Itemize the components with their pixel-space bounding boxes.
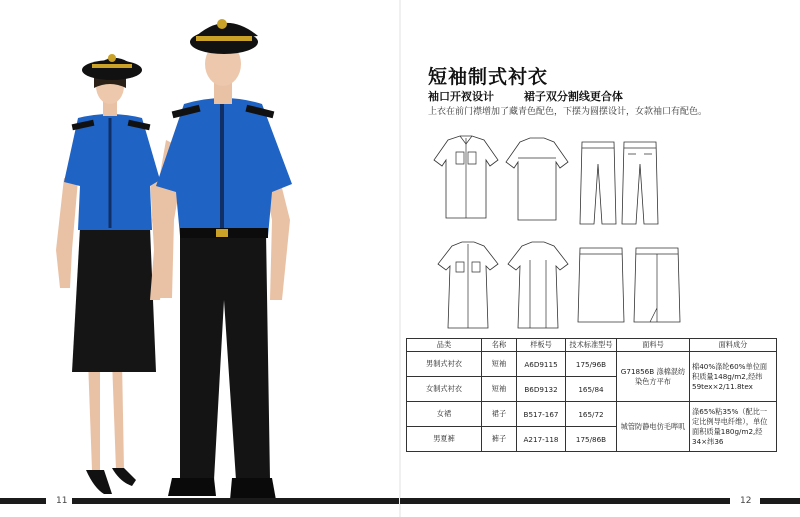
cell-size: 175/96B (566, 352, 617, 377)
cell-category: 男制式衬衣 (407, 352, 482, 377)
cell-name: 短袖 (482, 352, 517, 377)
table-row (407, 402, 777, 427)
subtitle-skirt: 裙子双分割线更合体 (523, 90, 623, 103)
footer-bar-left (0, 498, 46, 504)
cell-size: 165/84 (566, 377, 617, 402)
cell-pattern-no: A217-118 (517, 427, 566, 452)
spec-table (406, 338, 777, 452)
skirt-back-sketch (632, 246, 682, 324)
header-fabric-comp: 面料成分 (690, 339, 777, 352)
cell-pattern-no: A6D9115 (517, 352, 566, 377)
footer-bar-left-2 (72, 498, 400, 504)
mens-shirt-back-sketch (504, 136, 570, 222)
male-model (152, 19, 292, 500)
cell-fabric-shirt-comp: 棉40%涤纶60%单位面积质量148g/m2,经纬59tex×2/11.8tex (690, 352, 777, 402)
description: 上衣在前门襟增加了藏青色配色，下摆为圆摆设计，女款袖口有配色。 (428, 107, 708, 117)
mens-trousers-back-sketch (620, 140, 660, 226)
subtitle-cuff: 袖口开衩设计 (428, 90, 494, 103)
cell-fabric-pants: 城管防静电仿毛哔叽 (617, 402, 690, 452)
header-size: 技术标准型号 (566, 339, 617, 352)
table-row (407, 352, 777, 377)
uniform-models-photo (0, 0, 400, 500)
cell-name: 裤子 (482, 427, 517, 452)
cell-size: 165/72 (566, 402, 617, 427)
page-number-right: 12 (740, 496, 752, 506)
subtitle-line (428, 88, 649, 104)
footer-bar-right (400, 498, 730, 504)
female-model (56, 54, 166, 494)
header-category: 品类 (407, 339, 482, 352)
cell-category: 男夏裤 (407, 427, 482, 452)
header-name: 名称 (482, 339, 517, 352)
skirt-front-sketch (576, 246, 626, 324)
cell-pattern-no: B517-167 (517, 402, 566, 427)
cell-name: 短袖 (482, 377, 517, 402)
spec-table-header (407, 339, 777, 352)
page-number-left: 11 (56, 496, 68, 506)
cell-fabric-pants-comp: 涤65%粘35%（配比一定比例导电纤维），单位面积质量180g/m2,经34×纬36 (690, 402, 777, 452)
page-title: 短袖制式衬衣 (428, 66, 549, 88)
mens-trousers-front-sketch (578, 140, 618, 226)
cell-fabric-shirt: G71856B 涤棉混纺染色方平布 (617, 352, 690, 402)
footer-bar-right-2 (760, 498, 800, 504)
cell-pattern-no: B6D9132 (517, 377, 566, 402)
cell-name: 裙子 (482, 402, 517, 427)
cell-size: 175/86B (566, 427, 617, 452)
cell-category: 女制式衬衣 (407, 377, 482, 402)
header-fabric-no: 面料号 (617, 339, 690, 352)
mens-shirt-front-sketch (432, 134, 500, 220)
cell-category: 女裙 (407, 402, 482, 427)
womens-shirt-back-sketch (506, 240, 570, 330)
womens-shirt-front-sketch (436, 240, 500, 330)
header-pattern-no: 样板号 (517, 339, 566, 352)
